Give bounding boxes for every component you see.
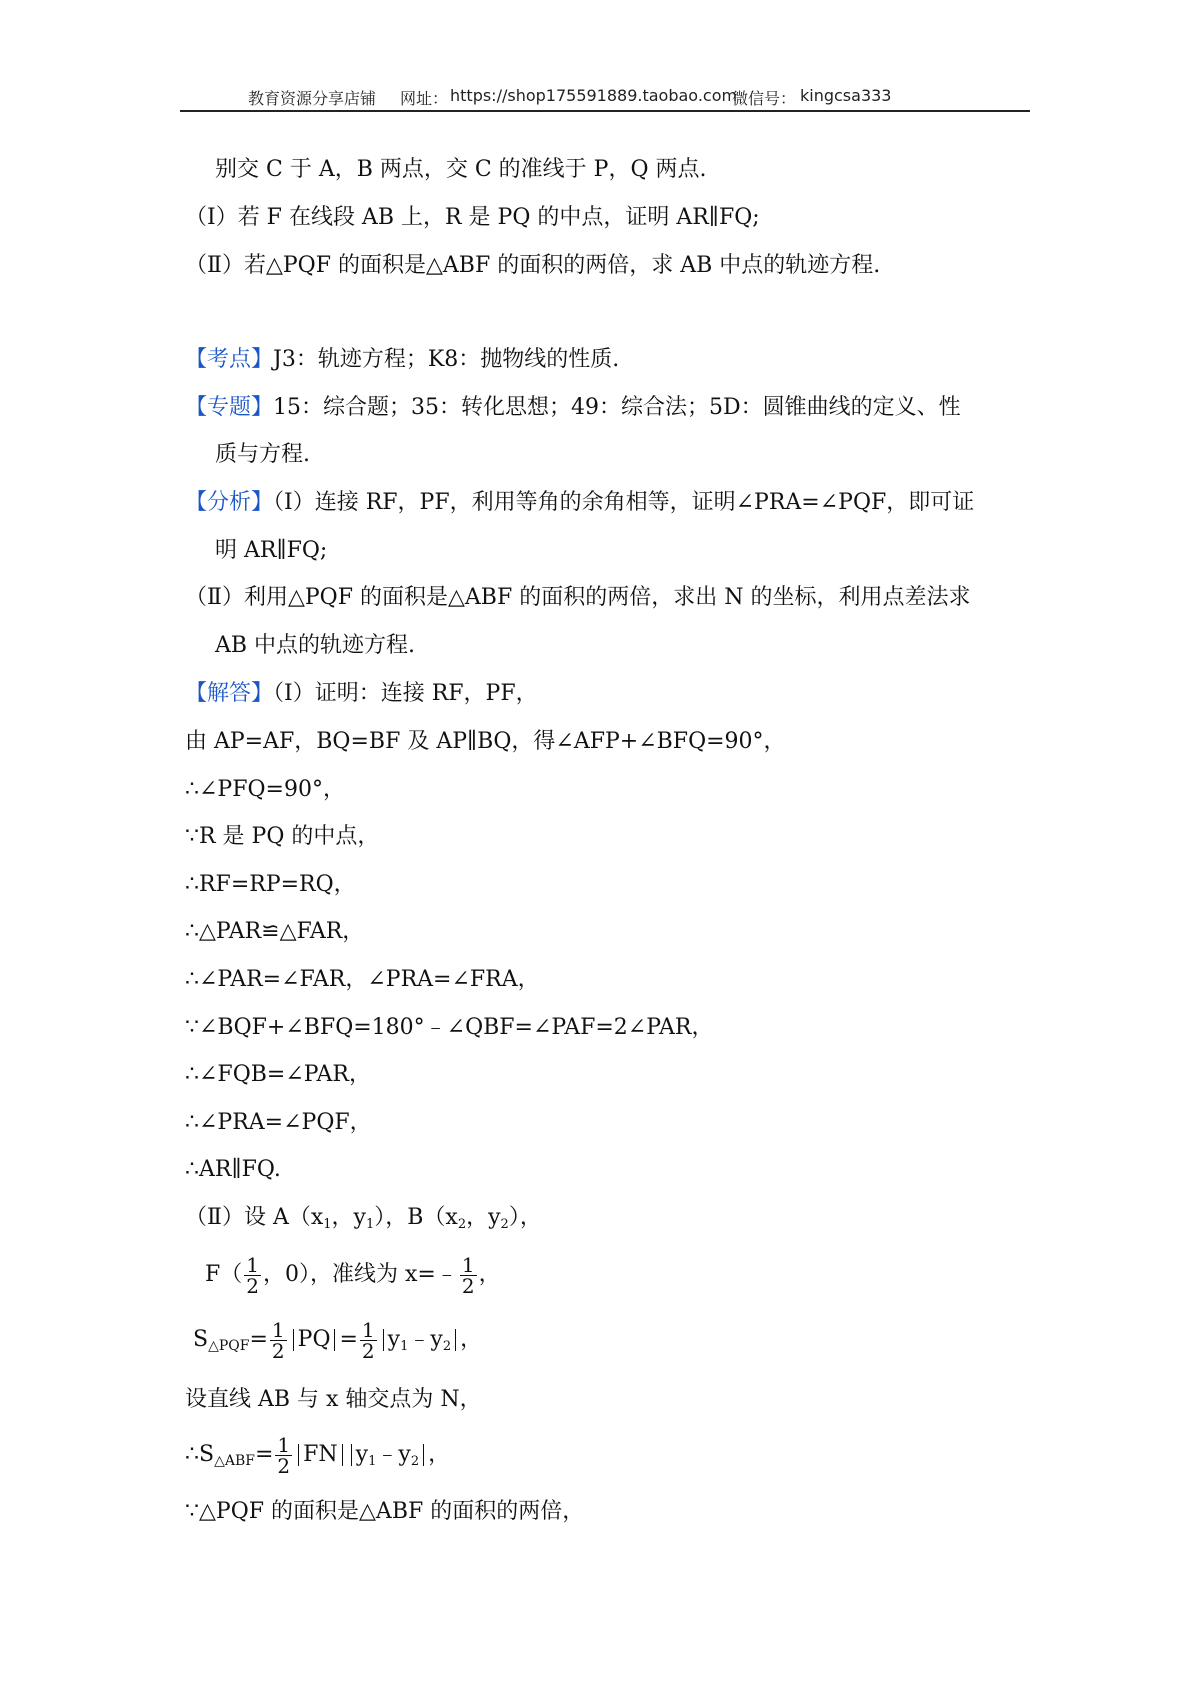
step-10: ∴AR∥FQ. (185, 1157, 281, 1182)
fraction-half: $\frac{1}{2}$ (246, 1252, 259, 1298)
problem-line1: 别交 C 于 A，B 两点，交 C 的准线于 P，Q 两点. (215, 157, 707, 182)
jieda-line (185, 679, 538, 709)
kaodian-line (185, 345, 619, 375)
zhuanti-line (185, 393, 961, 423)
step-9: ∴∠PRA=∠PQF， (185, 1110, 372, 1135)
problem-part2: （Ⅱ）若△PQF 的面积是△ABF 的面积的两倍，求 AB 中点的轨迹方程. (185, 253, 881, 278)
fraction-half: $\frac{1}{2}$ (461, 1252, 475, 1298)
page-header (180, 80, 1030, 112)
fenxi-text3: （Ⅱ）利用△PQF 的面积是△ABF 的面积的两倍，求出 N 的坐标，利用点差法求 (185, 585, 971, 610)
zhuanti-text: 15：综合题；35：转化思想；49：综合法；5D：圆锥曲线的定义、性 (273, 395, 961, 420)
fraction-half: $\frac{1}{2}$ (277, 1432, 291, 1478)
fenxi-text: （Ⅰ）连接 RF，PF，利用等角的余角相等，证明∠PRA=∠PQF，即可证 (273, 490, 975, 515)
fenxi-label: 【分析】 (185, 490, 274, 515)
fenxi-text2: 明 AR∥FQ; (215, 538, 328, 563)
shop-url[interactable]: https://shop175591889.taobao.com (450, 86, 738, 105)
step-8: ∴∠FQB=∠PAR， (185, 1062, 372, 1087)
part2-line-ab: 设直线 AB 与 x 轴交点为 N， (185, 1387, 482, 1412)
site-label: 网址： (400, 89, 449, 108)
step-1: 由 AP=AF，BQ=BF 及 AP∥BQ，得∠AFP+∠BFQ=90°， (185, 729, 786, 754)
fenxi-line (185, 488, 974, 518)
shop-name: 教育资源分享店铺 (248, 89, 377, 108)
step-2: ∴∠PFQ=90°， (185, 777, 345, 802)
step-6: ∴∠PAR=∠FAR，∠PRA=∠FRA， (185, 967, 540, 992)
fenxi-text4: AB 中点的轨迹方程. (215, 633, 416, 658)
zhuanti-label: 【专题】 (185, 395, 274, 420)
wechat-label: 微信号： (732, 89, 797, 108)
part2-focus-line: F（ $\frac{1}{2}$ ，0），准线为 x=﹣ $\frac{1}{2}$ ， (205, 1252, 501, 1298)
jieda-label: 【解答】 (185, 681, 274, 706)
part2-last: ∵△PQF 的面积是△ABF 的面积的两倍， (185, 1499, 585, 1524)
step-5: ∴△PAR≌△FAR， (185, 919, 365, 944)
step-7: ∵∠BQF+∠BFQ=180°﹣∠QBF=∠PAF=2∠PAR， (185, 1015, 714, 1040)
fraction-half: $\frac{1}{2}$ (271, 1317, 285, 1363)
jieda-text: （Ⅰ）证明：连接 RF，PF， (273, 681, 538, 706)
zhuanti-text2: 质与方程. (215, 442, 310, 467)
problem-part1: （Ⅰ）若 F 在线段 AB 上，R 是 PQ 的中点，证明 AR∥FQ; (185, 205, 760, 230)
wechat-id: kingcsa333 (800, 86, 892, 105)
fraction-half: $\frac{1}{2}$ (361, 1317, 375, 1363)
part2-area-pqf: S△PQF= $\frac{1}{2}$ PQ = $\frac{1}{2}$ $y_1﹣y_2$ ， (193, 1317, 483, 1363)
part2-area-abf: ∴S△ABF= $\frac{1}{2}$ FN $y_1﹣y_2$ ， (185, 1432, 451, 1478)
part2-set-points: （Ⅱ）设 $A(x_1$，$y_1$），$B(x_2$，$y_2$）， (185, 1205, 542, 1232)
kaodian-text: J3：轨迹方程；K8：抛物线的性质. (273, 347, 620, 372)
kaodian-label: 【考点】 (185, 347, 274, 372)
step-4: ∴RF=RP=RQ， (185, 872, 356, 897)
step-3: ∵R 是 PQ 的中点， (185, 824, 380, 849)
